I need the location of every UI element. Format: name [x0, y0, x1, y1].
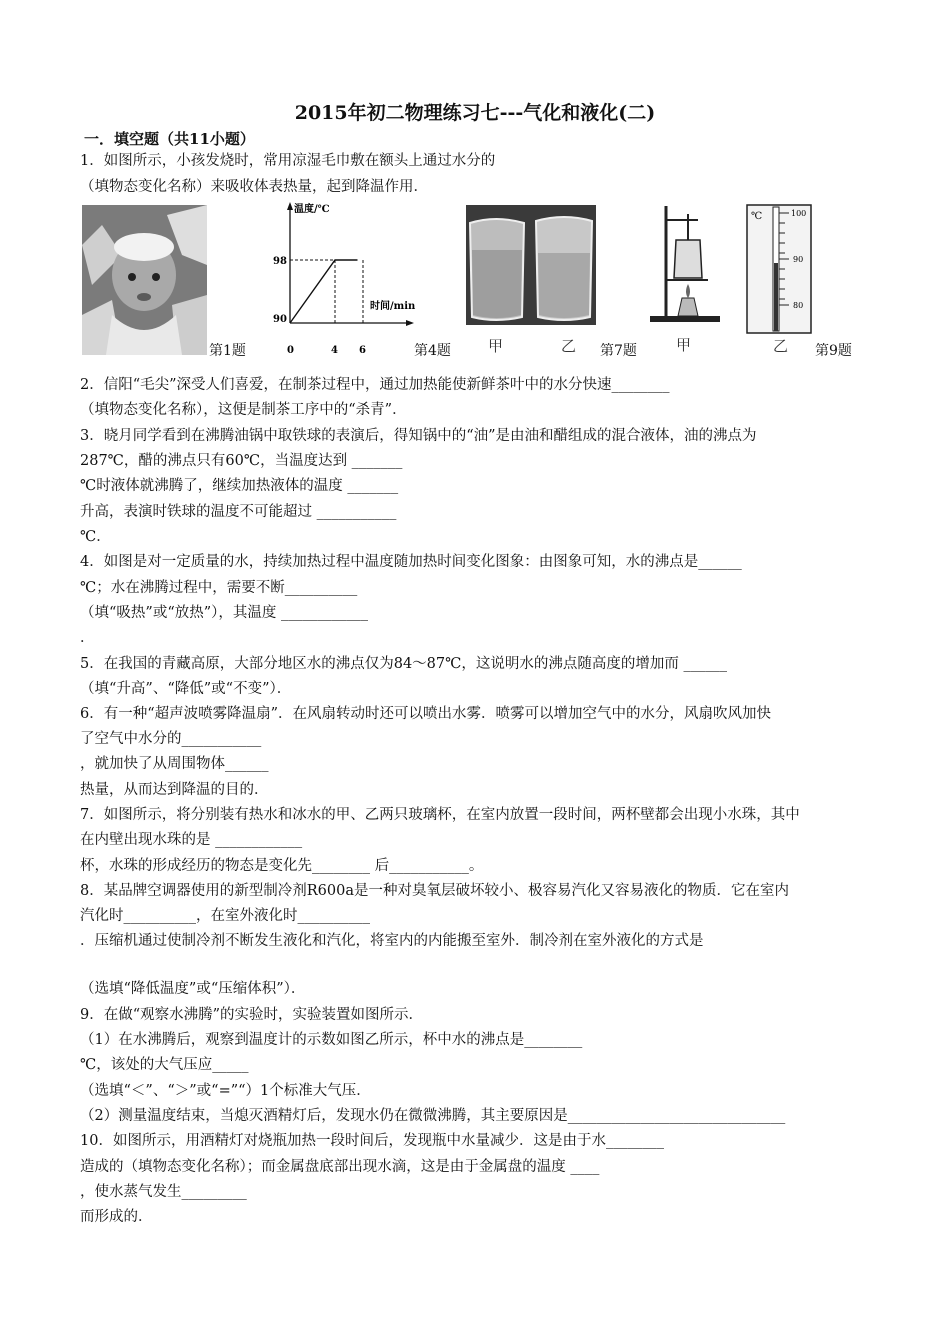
- graph-xtick-0: 0: [287, 345, 294, 356]
- thermometer-figure: [745, 203, 815, 358]
- glass-cups-figure: [466, 205, 596, 357]
- page-title: 2015年初二物理练习七---气化和液化(二): [294, 102, 656, 124]
- figure-caption-4: 第4题: [414, 343, 451, 359]
- q3-line4: 升高，表演时铁球的温度不可能超过 ___________: [80, 504, 397, 520]
- q10-line2: 造成的（填物态变化名称）；而金属盘底部出现水滴，这是由于金属盘的温度 ____: [80, 1159, 600, 1175]
- q8-line4: （选填“降低温度”或“压缩体积”）．: [80, 981, 306, 997]
- q6-line1: 6．有一种“超声波喷雾降温扇”．在风扇转动时还可以喷出水雾．喷雾可以增加空气中的水分，风扇吹风加快: [80, 706, 772, 722]
- graph-xlabel: 时间/min: [370, 301, 416, 312]
- q1-line1: 1．如图所示，小孩发烧时，常用凉湿毛巾敷在额头上通过水分的: [80, 153, 496, 169]
- q1-line2: （填物态变化名称）来吸收体表热量，起到降温作用．: [80, 179, 428, 195]
- figure-caption-9: 第9题: [815, 343, 852, 359]
- figure-caption-1: 第1题: [209, 343, 246, 359]
- graph-xtick-6: 6: [359, 345, 366, 356]
- graph-ytick-90: 90: [273, 314, 287, 325]
- q6-line3: ，就加快了从周围物体______: [80, 756, 269, 772]
- q4-line3: （填“吸热”或“放热”），其温度 ____________: [80, 605, 369, 621]
- cup-label-yi: 乙: [561, 337, 577, 355]
- q8-line1: 8．某品牌空调器使用的新型制冷剂R600a是一种对臭氧层破坏较小、极容易汽化又容易液化的物质．它在室内: [80, 883, 789, 899]
- q9-line4: （选填“＜”、“＞”或“=”“）1个标准大气压．: [80, 1083, 371, 1099]
- section-heading: 一．填空题（共11小题）: [84, 130, 255, 148]
- q9-line2: （1）在水沸腾后，观察到温度计的示数如图乙所示，杯中水的沸点是________: [80, 1032, 583, 1048]
- q5-line1: 5．在我国的青藏高原，大部分地区水的沸点仅为84～87℃，这说明水的沸点随高度的增加而 ______: [80, 656, 727, 672]
- thermo-tick-100: 100: [791, 209, 807, 218]
- q10-line3: ，使水蒸气发生_________: [80, 1184, 247, 1200]
- q8-line3: ．压缩机通过使制冷剂不断发生液化和汽化，将室内的内能搬至室外．制冷剂在室外液化的方式是: [80, 933, 704, 949]
- q6-line4: 热量，从而达到降温的目的．: [80, 782, 269, 798]
- q3-line2: 287℃，醋的沸点只有60℃，当温度达到 _______: [80, 453, 403, 469]
- q4-line1: 4．如图是对一定质量的水，持续加热过程中温度随加热时间变化图象：由图象可知，水的沸点是______: [80, 554, 742, 570]
- q3-line1: 3．晓月同学看到在沸腾油锅中取铁球的表演后，得知锅中的“油”是由油和醋组成的混合液体，油的沸点为: [80, 428, 757, 444]
- thermometer-label-yi: 乙: [773, 337, 789, 355]
- q6-line2: 了空气中水分的___________: [80, 731, 262, 747]
- q10-line4: 而形成的．: [80, 1209, 153, 1225]
- cup-label-jia: 甲: [488, 337, 504, 355]
- q10-line1: 10．如图所示，用酒精灯对烧瓶加热一段时间后，发现瓶中水量减少．这是由于水________: [80, 1133, 664, 1149]
- q9-line3: ℃，该处的大气压应_____: [80, 1057, 249, 1073]
- thermo-tick-90: 90: [793, 255, 804, 264]
- q8-line2: 汽化时__________，在室外液化时__________: [80, 908, 370, 924]
- thermometer-unit: ℃: [751, 211, 763, 222]
- apparatus-label-jia: 甲: [676, 336, 692, 354]
- q9-line1: 9．在做“观察水沸腾”的实验时，实验装置如图所示．: [80, 1007, 424, 1023]
- q2-line2: （填物态变化名称），这便是制茶工序中的“杀青”．: [80, 402, 407, 418]
- graph-ylabel: 温度/℃: [294, 204, 330, 215]
- q7-line2: 在内壁出现水珠的是 ____________: [80, 832, 303, 848]
- q3-line5: ℃．: [80, 529, 111, 545]
- graph-ytick-98: 98: [273, 256, 287, 267]
- q9-line5: （2）测量温度结束，当熄灭酒精灯后，发现水仍在微微沸腾，其主要原因是______________________________: [80, 1108, 786, 1124]
- boiling-apparatus-figure: [648, 200, 723, 358]
- q5-line2: （填“升高”、“降低”或“不变”）．: [80, 681, 292, 697]
- thermo-tick-80: 80: [793, 301, 804, 310]
- q4-line2: ℃；水在沸腾过程中，需要不断__________: [80, 580, 358, 596]
- q7-line3: 杯，水珠的形成经历的物态是变化先________ 后___________。: [80, 858, 484, 874]
- boiling-graph: [268, 198, 418, 358]
- q4-line4: ．: [80, 630, 95, 646]
- q7-line1: 7．如图所示，将分别装有热水和冰水的甲、乙两只玻璃杯，在室内放置一段时间，两杯壁都会出现小水珠，其中: [80, 807, 800, 823]
- figure-caption-7: 第7题: [600, 343, 637, 359]
- graph-xtick-4: 4: [331, 345, 338, 356]
- q3-line3: ℃时液体就沸腾了，继续加热液体的温度 _______: [80, 478, 399, 494]
- child-photo-figure: [82, 205, 207, 355]
- boiling-curve: [290, 260, 358, 323]
- q2-line1: 2．信阳“毛尖”深受人们喜爱，在制茶过程中，通过加热能使新鲜茶叶中的水分快速________: [80, 377, 670, 393]
